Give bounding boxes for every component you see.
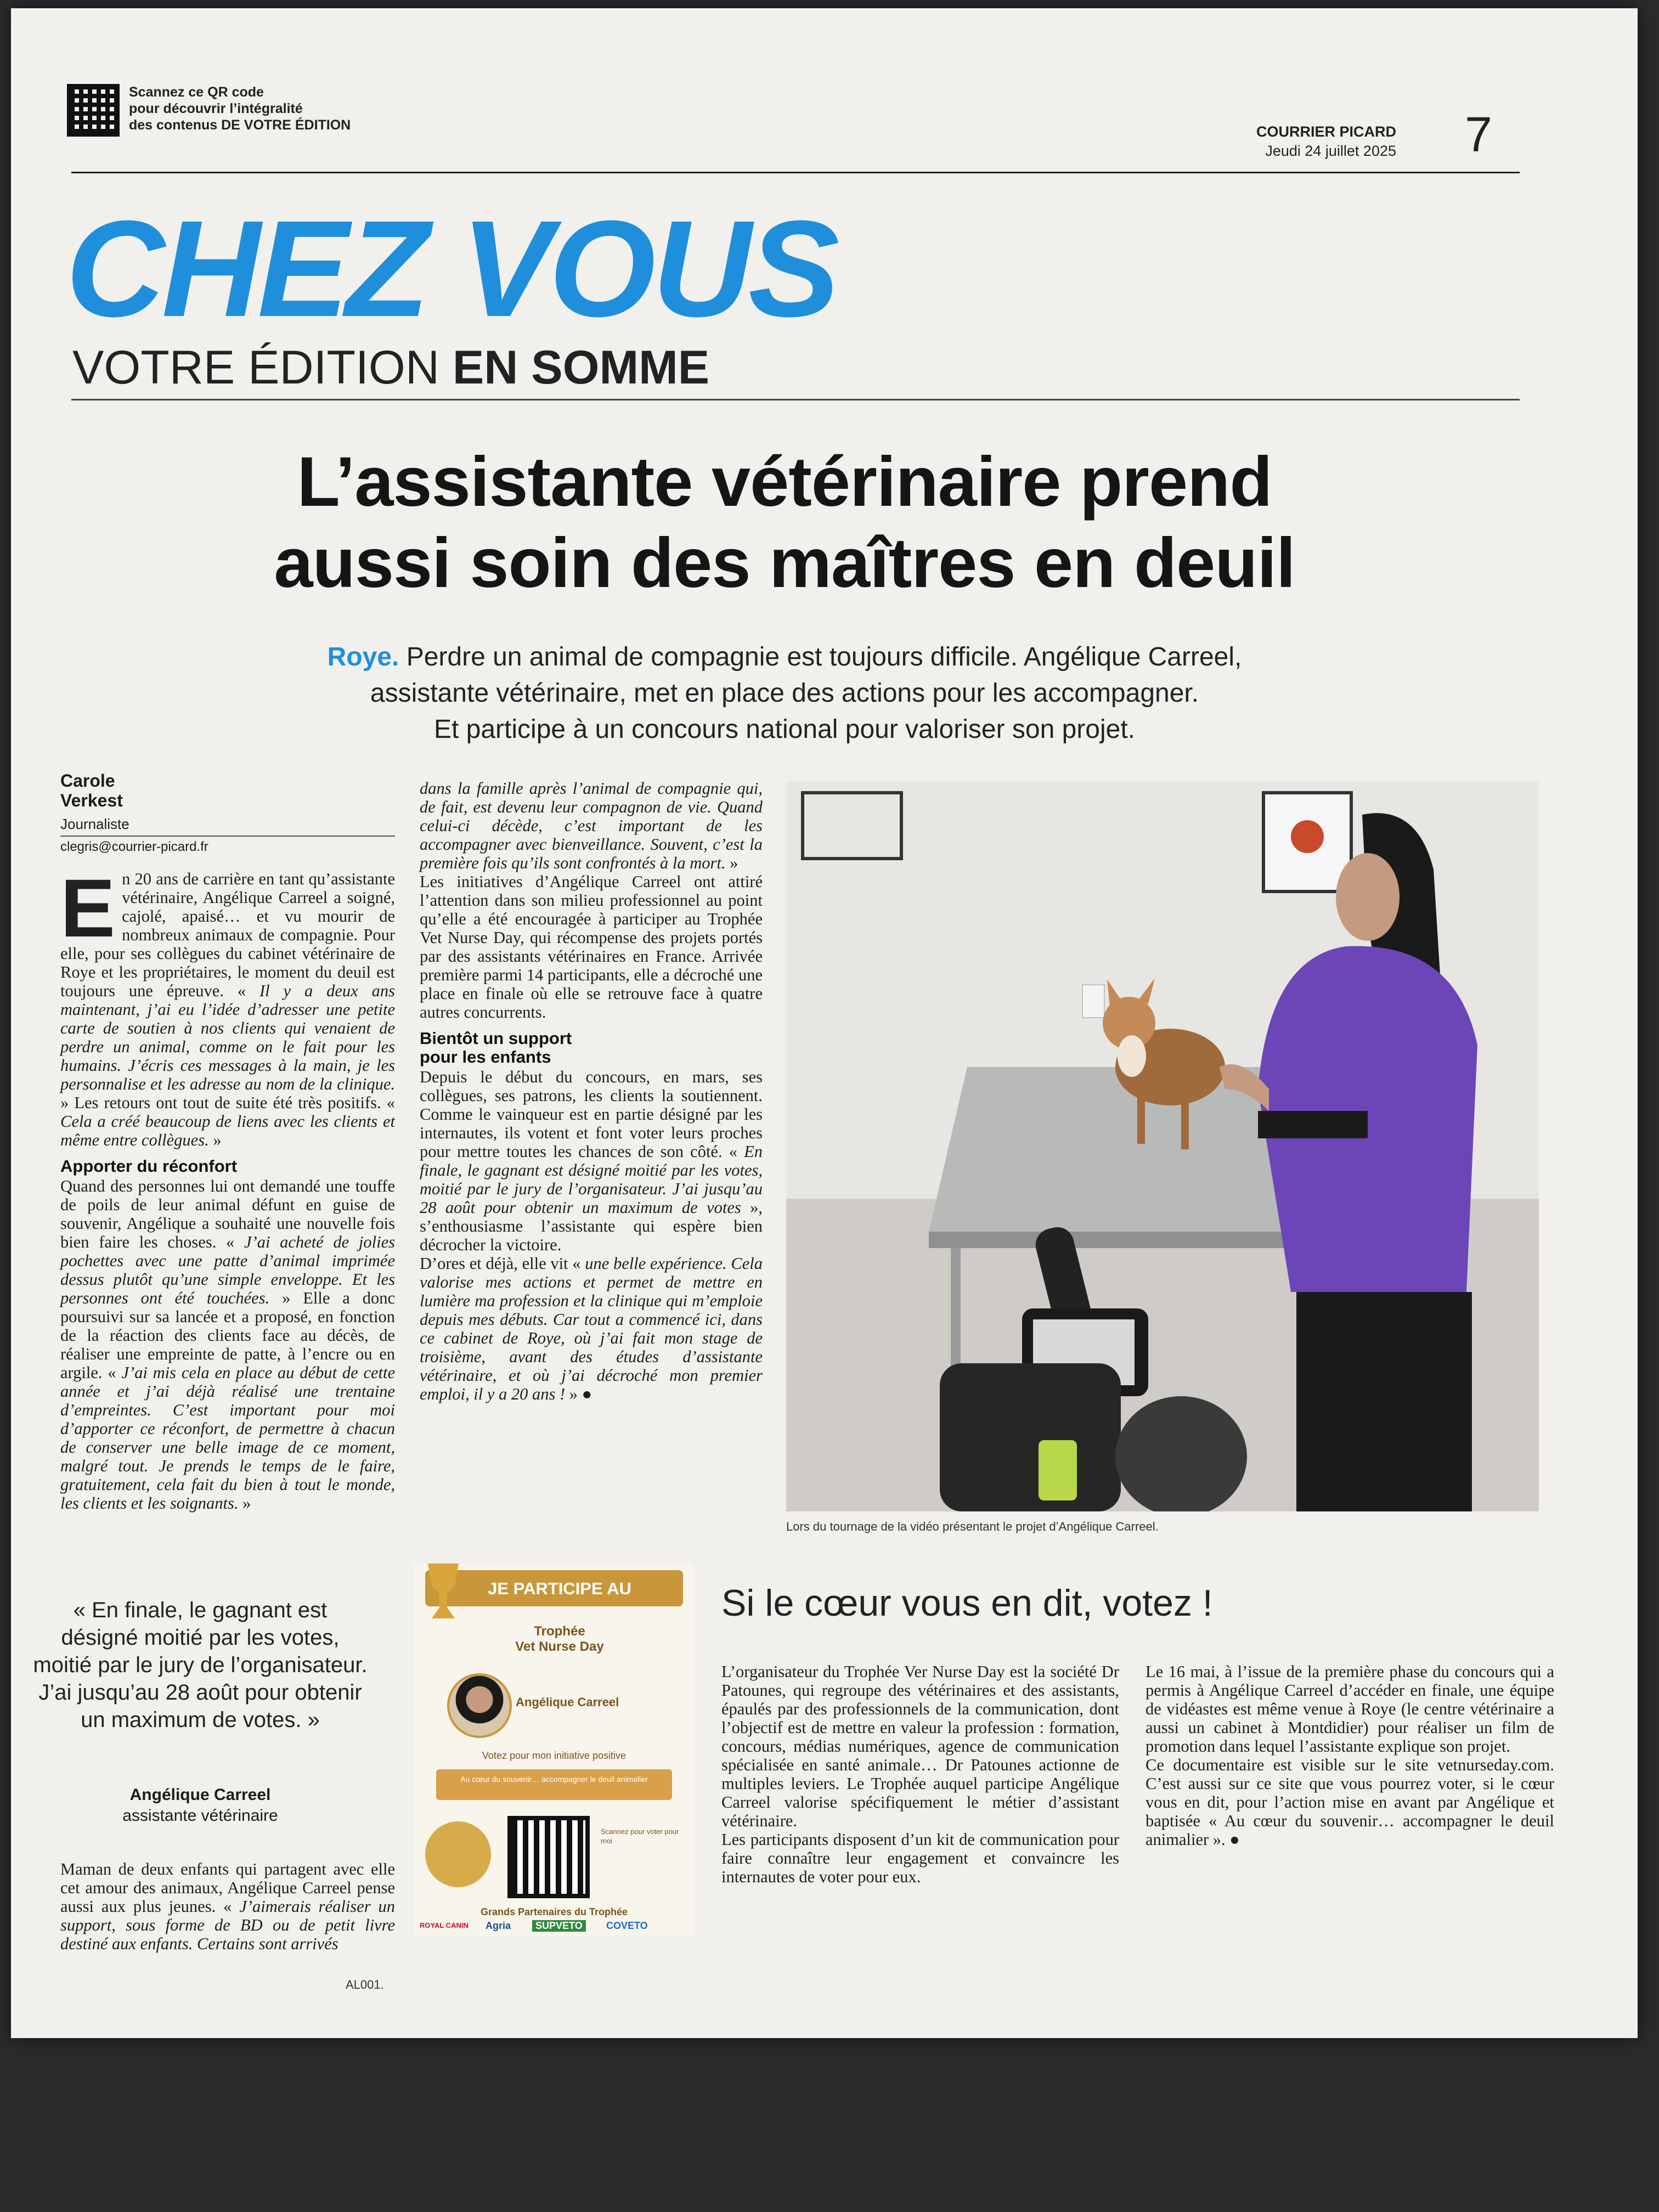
photo-illustration [786,782,1539,1511]
qr-instructions: Scannez ce QR code pour découvrir l’intégralité des contenus DE VOTRE ÉDITION [129,84,351,133]
paragraph: En 20 ans de carrière en tant qu’assistante vétérinaire, Angélique Carreel a soigné, cajolé, apaisé… et vu mourir de nombreux animaux de compagnie. Pour elle, pour ses collègues du cabinet vétérinaire de Roye et les propriétaires, le moment du deuil est toujours une épreuve. « Il y a deux ans maintenant, j’ai eu l’idée d’adresser une petite carte de soutien à nos clients qui venaient de perdre un animal, comme on le fait pour les humains. J’écris ces messages à la main, je les personnalise et les adresse au nom de la clinique. » Les retours ont tout de suite été très positifs. « Cela a créé beaucoup de liens avec les clients et même entre collègues. » [60,862,395,1149]
article-column-1 [60,862,395,1513]
section-subtitle: VOTRE ÉDITION EN SOMME [72,341,710,394]
paragraph: D’ores et déjà, elle vit « une belle expérience. Cela valorise mes actions et permet de mettre en lumière ma profession et la clinique qui m’emploie depuis mes débuts. Car tout a commencé ici, dans ce cabinet de Roye, où j’ai fait mon stage de troisième, avant des études d’assistante vétérinaire, et où j’ai décroché mon premier emploi, il y a 20 ans ! » ● [420,1254,763,1403]
quote-author: Angélique Carreel [129,1786,271,1804]
qr-code-icon[interactable] [67,84,120,137]
poster-qr-icon[interactable] [507,1816,590,1898]
issue-date: Jeudi 24 juillet 2025 [1265,143,1396,159]
article-lede: Roye. Perdre un animal de compagnie est toujours difficile. Angélique Carreel, assistante vétérinaire, met en place des actions pour les accompagner. Et participe à un concours national pour valoriser son projet. [327,642,1242,744]
poster-partners-title: Grands Partenaires du Trophée [480,1906,628,1917]
article-column-2 [420,779,763,1403]
page-code: AL001. [346,1978,384,1991]
paragraph: Les participants disposent d’un kit de communication pour faire connaître leur engagement et convaincre les internautes de voter pour eux. [721,1830,1119,1886]
paragraph: L’organisateur du Trophée Ver Nurse Day est la société Dr Patounes, qui regroupe des vétérinaires et des assistants, épaulés par des professionnels de la communication, dont l’objectif est de mettre en valeur la profession : formation, concours, médias numériques, agence de communication spécialisée en santé animale… Dr Patounes actionne de multiples leviers. Le Trophée auquel participe Angélique Carreel valorise spécifiquement le métier d’assistant vétérinaire. [721,1662,1119,1830]
poster-banner-text: JE PARTICIPE AU [488,1579,631,1598]
poster-project-line: Au cœur du souvenir… accompagner le deuil animalier [460,1775,648,1784]
partner-logo: Agria [486,1920,511,1931]
photo-caption: Lors du tournage de la vidéo présentant le projet d’Angélique Carreel. [786,1520,1159,1533]
author-role: Journaliste [60,816,129,832]
newspaper-name: COURRIER PICARD [1256,123,1396,140]
subheading: Bientôt un support pour les enfants [420,1029,572,1066]
header-rule [71,172,1520,173]
pull-quote: « En finale, le gagnant est désigné moitié par les votes, moitié par le jury de l’organisateur. J’ai jusqu’au 28 août pour obtenir un maximum de votes. » [33,1598,368,1732]
paragraph: Depuis le début du concours, en mars, ses collègues, ses patrons, les clients la soutiennent. Comme le vainqueur est en partie désigné par les internautes, ils votent et font voter leurs proches pour mettre toutes les chances de son côté. « En finale, le gagnant est désigné moitié par les votes, moitié par le jury de l’organisateur. J’ai jusqu’au 28 août pour obtenir un maximum de votes », s’enthousiasme l’assistante qui espère bien décrocher la victoire. [420,1068,763,1254]
quote-author-role: assistante vétérinaire [122,1807,278,1825]
avatar [447,1673,512,1738]
poster-scan-line: Scannez pour voter pour moi [601,1827,679,1845]
newspaper-page [11,8,1638,2038]
paragraph: Maman de deux enfants qui partagent avec elle cet amour des animaux, Angélique Carreel pense aussi aux plus jeunes. « J’aimerais réaliser un support, sous forme de BD ou de petit livre destiné aux enfants. Certains sont arrivés [60,1860,395,1953]
author-email[interactable]: clegris@courrier-picard.fr [60,839,208,854]
subheading: Apporter du réconfort [60,1156,238,1176]
partner-logo: ROYAL CANIN [420,1921,469,1929]
section-title: CHEZ VOUS [66,192,837,345]
section-rule [71,399,1520,400]
byline-rule [60,836,395,837]
poster-trophy-name: Trophée Vet Nurse Day [515,1624,604,1654]
article-photo [786,782,1539,1511]
article-column-1-continued [60,1860,395,1953]
paragraph: Quand des personnes lui ont demandé une touffe de poils de leur animal défunt en guise de souvenir, Angélique a souhaité une nouvelle fois bien faire les choses. « J’ai acheté de jolies pochettes avec une patte d’animal imprimée dessus plutôt qu’une simple enveloppe. Et les personnes ont été touchées. » Elle a donc poursuivi sur sa lancée et a proposé, en fonction de la réaction des clients face au décès, de réaliser une empreinte de patte, à l’encre ou en argile. « J’ai mis cela en place au début de cette année et j’ai déjà réalisé une trentaine d’empreintes. C’est important pour moi d’apporter ce réconfort, de permettre à chacun de conserver une belle image de ce moment, malgré tout. Je prends le temps de le faire, gratuitement, cela fait du bien à tout le monde, les clients et les soignants. » [60,1177,395,1513]
page-number: 7 [1465,108,1493,162]
box-column-left [721,1662,1119,1886]
partner-logo: COVETO [606,1920,648,1931]
author-name: Carole Verkest [60,771,123,810]
poster-candidate-name: Angélique Carreel [516,1695,619,1709]
box-column-right [1146,1662,1554,1849]
paragraph: Les initiatives d’Angélique Carreel ont attiré l’attention dans son milieu professionnel au point qu’elle a été encouragée à participer au Trophée Vet Nurse Day, qui récompense des projets portés par des assistants vétérinaires en France. Arrivée première parmi 14 participants, elle a décroché une place en finale où elle se retrouve face à quatre autres concurrents. [420,872,763,1022]
partner-logo: SUPVETO [532,1920,586,1932]
contest-poster [414,1564,694,1937]
paragraph: dans la famille après l’animal de compagnie qui, de fait, est devenu leur compagnon de vie. Quand celui-ci décède, c’est important de les accompagner avec bienveillance. Souvent, c’est la première fois qu’ils sont confrontés à la mort. » [420,779,763,872]
paragraph: Le 16 mai, à l’issue de la première phase du concours qui a permis à Angélique Carreel d’accéder en finale, une équipe de vidéastes est même venue à Roye (le centre vétérinaire a aussi un cabinet à Montdidier) pour réaliser un film de promotion dans lequel l’assistante explique son projet. [1146,1662,1554,1756]
article-headline: L’assistante vétérinaire prend aussi soin des maîtres en deuil [274,443,1295,602]
box-title: Si le cœur vous en dit, votez ! [721,1582,1213,1624]
poster-vote-line: Votez pour mon initiative positive [482,1750,627,1761]
drop-cap: E [60,862,116,954]
dateline-place: Roye. [327,642,399,672]
paragraph: Ce documentaire est visible sur le site vetnurseday.com. C’est aussi sur ce site que vous pourrez voter, si le cœur vous en dit, pour l’action mise en avant par Angélique et baptisée « Au cœur du souvenir… accompagner le deuil animalier ». ● [1146,1756,1554,1849]
badge-icon [425,1821,491,1887]
